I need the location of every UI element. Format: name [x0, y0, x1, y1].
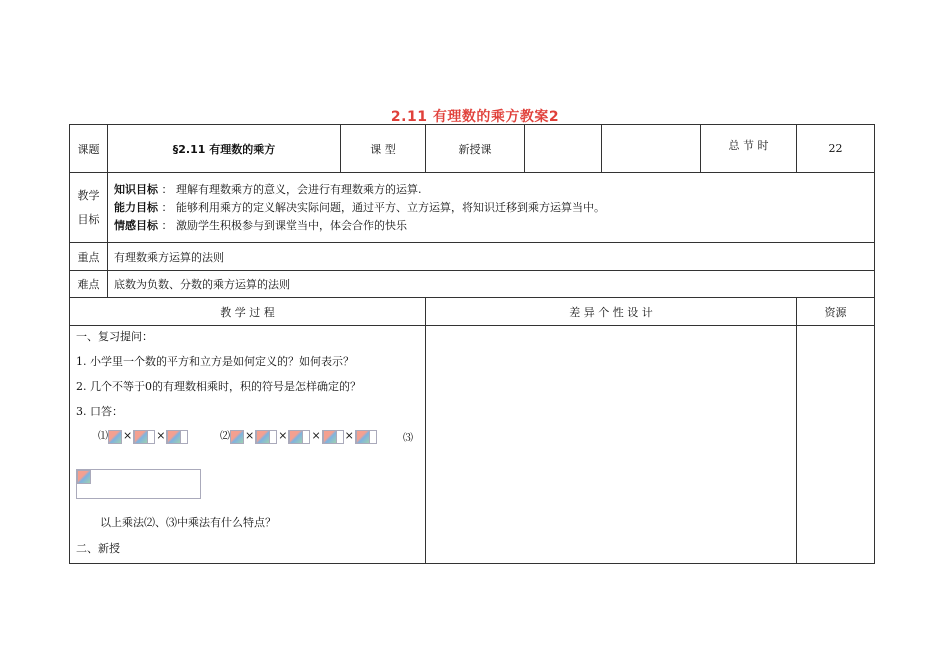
- broken-image-icon: [255, 430, 277, 444]
- objective-ability: 能力目标 ： 能够利用乘方的定义解决实际问题，通过平方、立方运算，将知识迁移到乘方运算当中。: [114, 200, 605, 214]
- resources-column-header: 资源: [797, 298, 875, 326]
- objective-knowledge: 知识目标 ： 理解有理数乘方的意义，会进行有理数乘方的运算.: [114, 182, 422, 196]
- exercise-3: ⑶: [403, 433, 413, 444]
- objective-emotion: 情感目标 ： 激励学生积极参与到课堂当中，体会合作的快乐: [114, 218, 407, 232]
- objectives-label: [70, 173, 108, 243]
- broken-image-icon: [322, 430, 344, 444]
- process-row: [70, 326, 875, 564]
- blank-cell-1: [525, 125, 602, 173]
- design-content: [426, 326, 797, 564]
- exercise-2: ⑵ × × × ×: [220, 427, 377, 444]
- objectives-row: [70, 173, 875, 243]
- image-placeholder: [76, 469, 201, 499]
- objectives-label-line2: 目标: [77, 212, 100, 226]
- broken-image-icon: [133, 430, 155, 444]
- question-3: 3. 口答：: [76, 405, 123, 418]
- key-point-row: [70, 243, 875, 271]
- header-row: [70, 125, 875, 173]
- process-column-header: 教 学 过 程: [70, 298, 426, 326]
- broken-image-icon: [355, 430, 377, 444]
- broken-image-icon: [288, 430, 310, 444]
- follow-up-question: 以上乘法⑵、⑶中乘法有什么特点？: [100, 516, 276, 529]
- columns-header-row: [70, 298, 875, 326]
- question-2: 2. 几个不等于0的有理数相乘时，积的符号是怎样确定的？: [76, 380, 361, 393]
- document-title: 2.11 有理数的乘方教案2: [390, 109, 560, 125]
- design-column-header: 差 异 个 性 设 计: [426, 298, 797, 326]
- key-point-text: 有理数乘方运算的法则: [108, 243, 875, 271]
- resources-content: [797, 326, 875, 564]
- review-title: 一、复习提问：: [76, 330, 153, 343]
- periods-value: 22: [797, 125, 875, 173]
- question-1: 1. 小学里一个数的平方和立方是如何定义的？如何表示？: [76, 355, 354, 368]
- type-value: 新授课: [426, 125, 525, 173]
- process-content: [70, 326, 426, 564]
- difficulty-label: 难点: [70, 271, 108, 298]
- broken-image-icon: [166, 430, 188, 444]
- difficulty-row: [70, 271, 875, 298]
- broken-image-icon: [230, 430, 244, 444]
- type-label: 课 型: [341, 125, 426, 173]
- exercise-1: ⑴ × ×: [98, 427, 188, 444]
- lesson-plan-table: [69, 124, 875, 564]
- course-value: §2.11 有理数的乘方: [108, 125, 341, 173]
- objectives-content: [108, 173, 875, 243]
- periods-label: 总 节 时: [701, 125, 797, 173]
- broken-image-icon: [77, 470, 91, 484]
- key-point-label: 重点: [70, 243, 108, 271]
- blank-cell-2: [602, 125, 701, 173]
- objectives-label-line1: 教学: [77, 188, 100, 202]
- course-label: 课题: [70, 125, 108, 173]
- broken-image-icon: [108, 430, 122, 444]
- new-lesson-title: 二、新授: [76, 542, 120, 555]
- difficulty-text: 底数为负数、分数的乘方运算的法则: [108, 271, 875, 298]
